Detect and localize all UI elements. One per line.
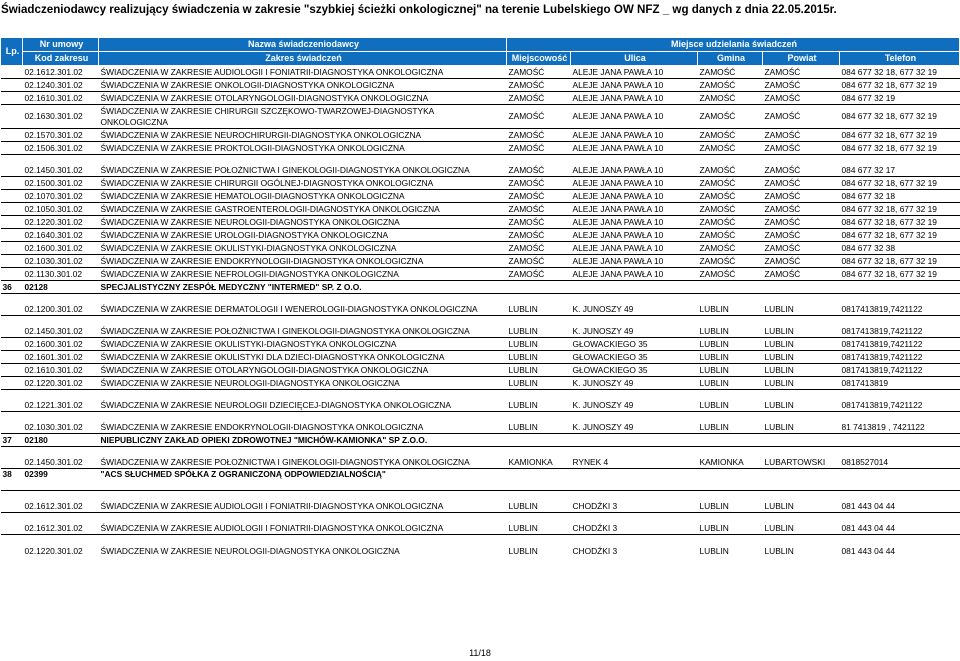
table-row bbox=[1, 79, 960, 92]
row-code: 02.1610.301.02 bbox=[23, 364, 99, 377]
table-row bbox=[1, 390, 960, 412]
row-telefon: 084 677 32 18, 677 32 19 bbox=[840, 105, 960, 129]
header-row-sub bbox=[1, 52, 960, 66]
row-telefon: 0818527014 bbox=[840, 447, 960, 469]
row-telefon: 0817413819,7421122 bbox=[840, 351, 960, 364]
row-miejscowosc: ZAMOŚĆ bbox=[507, 268, 571, 281]
row-name bbox=[99, 105, 507, 129]
table-row bbox=[1, 155, 960, 177]
header-row-top bbox=[1, 38, 960, 52]
row-gmina: LUBLIN bbox=[698, 351, 763, 364]
row-telefon: 081 443 04 44 bbox=[840, 491, 960, 513]
row-miejscowosc: ZAMOŚĆ bbox=[507, 203, 571, 216]
row-miejscowosc: LUBLIN bbox=[507, 513, 571, 535]
row-powiat: LUBLIN bbox=[763, 412, 840, 434]
table-row bbox=[1, 229, 960, 242]
row-telefon: 084 677 32 18, 677 32 19 bbox=[840, 255, 960, 268]
row-gmina: ZAMOŚĆ bbox=[698, 229, 763, 242]
row-telefon: 0817413819,7421122 bbox=[840, 364, 960, 377]
table-row bbox=[1, 535, 960, 557]
row-lp bbox=[1, 229, 23, 242]
row-gmina: LUBLIN bbox=[698, 364, 763, 377]
row-ulica: CHODŹKI 3 bbox=[571, 491, 698, 513]
row-lp bbox=[1, 255, 23, 268]
row-name: ŚWIADCZENIA W ZAKRESIE POŁOŻNICTWA I GINEKOLOGII-DIAGNOSTYKA ONKOLOGICZNA bbox=[99, 447, 507, 469]
table-row bbox=[1, 351, 960, 364]
row-gmina: ZAMOŚĆ bbox=[698, 203, 763, 216]
row-ulica: K. JUNOSZY 49 bbox=[571, 294, 698, 316]
row-miejscowosc: ZAMOŚĆ bbox=[507, 190, 571, 203]
row-ulica: ALEJE JANA PAWŁA 10 bbox=[571, 92, 698, 105]
provider-code: 02399 bbox=[23, 469, 99, 491]
row-gmina: ZAMOŚĆ bbox=[698, 155, 763, 177]
providers-table bbox=[0, 37, 960, 557]
row-telefon: 084 677 32 18, 677 32 19 bbox=[840, 216, 960, 229]
row-powiat: ZAMOŚĆ bbox=[763, 229, 840, 242]
row-ulica: GŁOWACKIEGO 35 bbox=[571, 351, 698, 364]
row-name: ŚWIADCZENIA W ZAKRESIE POŁOŻNICTWA I GINEKOLOGII-DIAGNOSTYKA ONKOLOGICZNA bbox=[99, 155, 507, 177]
row-name: ŚWIADCZENIA W ZAKRESIE NEUROLOGII-DIAGNOSTYKA ONKOLOGICZNA bbox=[99, 377, 507, 390]
row-gmina: LUBLIN bbox=[698, 491, 763, 513]
row-lp bbox=[1, 491, 23, 513]
header-telefon: Telefon bbox=[840, 52, 960, 66]
row-powiat: ZAMOŚĆ bbox=[763, 203, 840, 216]
row-name: ŚWIADCZENIA W ZAKRESIE ENDOKRYNOLOGII-DIAGNOSTYKA ONKOLOGICZNA bbox=[99, 255, 507, 268]
row-telefon: 084 677 32 18, 677 32 19 bbox=[840, 229, 960, 242]
row-miejscowosc: ZAMOŚĆ bbox=[507, 129, 571, 142]
provider-code: 02128 bbox=[23, 281, 99, 294]
row-ulica: K. JUNOSZY 49 bbox=[571, 377, 698, 390]
row-name: ŚWIADCZENIA W ZAKRESIE ENDOKRYNOLOGII-DIAGNOSTYKA ONKOLOGICZNA bbox=[99, 412, 507, 434]
row-gmina: ZAMOŚĆ bbox=[698, 129, 763, 142]
row-code: 02.1050.301.02 bbox=[23, 203, 99, 216]
table-row bbox=[1, 92, 960, 105]
row-powiat: LUBLIN bbox=[763, 390, 840, 412]
row-gmina: LUBLIN bbox=[698, 513, 763, 535]
row-code: 02.1070.301.02 bbox=[23, 190, 99, 203]
row-ulica: ALEJE JANA PAWŁA 10 bbox=[571, 79, 698, 92]
row-miejscowosc: ZAMOŚĆ bbox=[507, 177, 571, 190]
provider-row bbox=[1, 434, 960, 447]
provider-row bbox=[1, 469, 960, 491]
row-lp bbox=[1, 364, 23, 377]
table-row bbox=[1, 316, 960, 338]
provider-name: SPECJALISTYCZNY ZESPÓŁ MEDYCZNY "INTERMED" SP. Z O.O. bbox=[99, 281, 960, 294]
row-powiat: LUBLIN bbox=[763, 351, 840, 364]
table-row bbox=[1, 294, 960, 316]
row-ulica: ALEJE JANA PAWŁA 10 bbox=[571, 229, 698, 242]
row-name: ŚWIADCZENIA W ZAKRESIE NEUROLOGII-DIAGNOSTYKA ONKOLOGICZNA bbox=[100, 545, 400, 556]
provider-lp: 38 bbox=[1, 469, 23, 491]
row-ulica: K. JUNOSZY 49 bbox=[571, 316, 698, 338]
table-row bbox=[1, 216, 960, 229]
row-code: 02.1200.301.02 bbox=[23, 294, 99, 316]
row-telefon: 084 677 32 18, 677 32 19 bbox=[840, 129, 960, 142]
row-miejscowosc: ZAMOŚĆ bbox=[507, 79, 571, 92]
row-lp bbox=[1, 142, 23, 155]
row-lp bbox=[1, 155, 23, 177]
row-miejscowosc: ZAMOŚĆ bbox=[507, 142, 571, 155]
row-lp bbox=[1, 129, 23, 142]
row-name: ŚWIADCZENIA W ZAKRESIE OKULISTYKI DLA DZIECI-DIAGNOSTYKA ONKOLOGICZNA bbox=[99, 351, 507, 364]
row-miejscowosc: LUBLIN bbox=[507, 491, 571, 513]
row-miejscowosc: ZAMOŚĆ bbox=[507, 66, 571, 79]
row-powiat: ZAMOŚĆ bbox=[763, 66, 840, 79]
table-row bbox=[1, 242, 960, 255]
row-name: ŚWIADCZENIA W ZAKRESIE NEUROLOGII DZIECIĘCEJ-DIAGNOSTYKA ONKOLOGICZNA bbox=[99, 390, 507, 412]
header-nr-umowy: Nr umowy bbox=[23, 38, 99, 52]
row-ulica: ALEJE JANA PAWŁA 10 bbox=[571, 268, 698, 281]
row-code: 02.1030.301.02 bbox=[23, 255, 99, 268]
row-lp bbox=[1, 216, 23, 229]
row-telefon: 084 677 32 18, 677 32 19 bbox=[840, 203, 960, 216]
row-lp bbox=[1, 66, 23, 79]
row-telefon: 084 677 32 38 bbox=[840, 242, 960, 255]
row-code: 02.1220.301.02 bbox=[23, 216, 99, 229]
row-powiat: ZAMOŚĆ bbox=[763, 268, 840, 281]
table-row bbox=[1, 412, 960, 434]
row-ulica: ALEJE JANA PAWŁA 10 bbox=[571, 66, 698, 79]
row-lp bbox=[1, 447, 23, 469]
row-code: 02.1601.301.02 bbox=[23, 351, 99, 364]
table-row bbox=[1, 513, 960, 535]
row-lp bbox=[1, 390, 23, 412]
provider-row bbox=[1, 281, 960, 294]
header-nazwa: Nazwa świadczeniodawcy bbox=[99, 38, 507, 52]
header-ulica: Ulica bbox=[571, 52, 698, 66]
table-body bbox=[1, 66, 960, 557]
row-code: 02.1220.301.02 bbox=[23, 377, 99, 390]
row-code: 02.1506.301.02 bbox=[23, 142, 99, 155]
row-gmina: LUBLIN bbox=[698, 377, 763, 390]
row-lp bbox=[1, 513, 23, 535]
row-name: ŚWIADCZENIA W ZAKRESIE POŁOŻNICTWA I GINEKOLOGII-DIAGNOSTYKA ONKOLOGICZNA bbox=[99, 316, 507, 338]
row-miejscowosc: ZAMOŚĆ bbox=[507, 105, 571, 129]
row-gmina: LUBLIN bbox=[698, 316, 763, 338]
row-miejscowosc: ZAMOŚĆ bbox=[507, 255, 571, 268]
row-lp bbox=[1, 92, 23, 105]
header-miejscowosc: Miejscowość bbox=[507, 52, 571, 66]
row-lp bbox=[1, 242, 23, 255]
row-miejscowosc: LUBLIN bbox=[507, 412, 571, 434]
table-row bbox=[1, 66, 960, 79]
row-powiat: LUBLIN bbox=[763, 491, 840, 513]
header-zakres: Zakres świadczeń bbox=[99, 52, 507, 66]
row-telefon: 081 443 04 44 bbox=[840, 513, 960, 535]
row-name: ŚWIADCZENIA W ZAKRESIE OKULISTYKI-DIAGNOSTYKA ONKOLOGICZNA bbox=[99, 242, 507, 255]
row-gmina: ZAMOŚĆ bbox=[698, 242, 763, 255]
row-powiat: ZAMOŚĆ bbox=[763, 177, 840, 190]
row-ulica: GŁOWACKIEGO 35 bbox=[571, 364, 698, 377]
row-powiat: LUBLIN bbox=[763, 513, 840, 535]
row-powiat: LUBARTOWSKI bbox=[763, 447, 840, 469]
table-row bbox=[1, 177, 960, 190]
row-code: 02.1630.301.02 bbox=[23, 105, 99, 129]
row-telefon: 084 677 32 17 bbox=[840, 155, 960, 177]
table-row bbox=[1, 190, 960, 203]
row-powiat: ZAMOŚĆ bbox=[763, 242, 840, 255]
row-ulica: K. JUNOSZY 49 bbox=[571, 412, 698, 434]
row-ulica: ALEJE JANA PAWŁA 10 bbox=[571, 203, 698, 216]
row-code: 02.1450.301.02 bbox=[23, 447, 99, 469]
row-powiat: LUBLIN bbox=[764, 545, 794, 556]
row-powiat: ZAMOŚĆ bbox=[763, 142, 840, 155]
row-powiat: ZAMOŚĆ bbox=[763, 129, 840, 142]
header-gmina: Gmina bbox=[698, 52, 763, 66]
row-powiat: ZAMOŚĆ bbox=[763, 255, 840, 268]
table-row bbox=[1, 129, 960, 142]
row-gmina: ZAMOŚĆ bbox=[698, 255, 763, 268]
row-name: ŚWIADCZENIA W ZAKRESIE OTOLARYNGOLOGII-DIAGNOSTYKA ONKOLOGICZNA bbox=[99, 92, 507, 105]
row-gmina: ZAMOŚĆ bbox=[698, 66, 763, 79]
table-row bbox=[1, 364, 960, 377]
row-miejscowosc: LUBLIN bbox=[507, 377, 571, 390]
row-ulica: ALEJE JANA PAWŁA 10 bbox=[571, 105, 698, 129]
row-code: 02.1612.301.02 bbox=[23, 491, 99, 513]
row-name: ŚWIADCZENIA W ZAKRESIE ONKOLOGII-DIAGNOSTYKA ONKOLOGICZNA bbox=[99, 79, 507, 92]
row-name: ŚWIADCZENIA W ZAKRESIE OTOLARYNGOLOGII-DIAGNOSTYKA ONKOLOGICZNA bbox=[99, 364, 507, 377]
table-row bbox=[1, 268, 960, 281]
row-telefon: 0817413819 bbox=[840, 377, 960, 390]
row-code: 02.1600.301.02 bbox=[23, 242, 99, 255]
row-ulica: CHODŹKI 3 bbox=[572, 545, 618, 556]
row-gmina: ZAMOŚĆ bbox=[698, 92, 763, 105]
row-ulica: ALEJE JANA PAWŁA 10 bbox=[571, 255, 698, 268]
row-telefon: 0817413819,7421122 bbox=[840, 390, 960, 412]
table-row bbox=[1, 142, 960, 155]
row-lp bbox=[1, 79, 23, 92]
row-powiat: ZAMOŚĆ bbox=[763, 190, 840, 203]
row-code: 02.1450.301.02 bbox=[23, 155, 99, 177]
row-telefon: 0817413819,7421122 bbox=[840, 338, 960, 351]
row-miejscowosc: ZAMOŚĆ bbox=[507, 155, 571, 177]
provider-name: "ACS SŁUCHMED SPÓŁKA Z OGRANICZONĄ ODPOWIEDZIALNOŚCIĄ" bbox=[99, 469, 960, 491]
row-name-line1: ŚWIADCZENIA W ZAKRESIE CHIRURGII SZCZĘKOWO-TWARZOWEJ-DIAGNOSTYKA bbox=[100, 105, 435, 116]
table-row bbox=[1, 105, 960, 129]
row-lp bbox=[1, 316, 23, 338]
row-miejscowosc: ZAMOŚĆ bbox=[507, 242, 571, 255]
table-row bbox=[1, 377, 960, 390]
row-name: ŚWIADCZENIA W ZAKRESIE NEUROLOGII-DIAGNOSTYKA ONKOLOGICZNA bbox=[99, 216, 507, 229]
row-code: 02.1500.301.02 bbox=[23, 177, 99, 190]
row-miejscowosc: KAMIONKA bbox=[507, 447, 571, 469]
header-kod-zakresu: Kod zakresu bbox=[23, 52, 99, 66]
row-powiat: LUBLIN bbox=[763, 377, 840, 390]
row-powiat: LUBLIN bbox=[763, 338, 840, 351]
row-ulica: ALEJE JANA PAWŁA 10 bbox=[571, 155, 698, 177]
row-powiat: ZAMOŚĆ bbox=[763, 105, 840, 129]
row-lp bbox=[1, 268, 23, 281]
row-ulica: CHODŹKI 3 bbox=[571, 513, 698, 535]
row-miejscowosc: LUBLIN bbox=[507, 351, 571, 364]
row-gmina: ZAMOŚĆ bbox=[698, 142, 763, 155]
row-gmina: LUBLIN bbox=[698, 294, 763, 316]
row-powiat: LUBLIN bbox=[763, 364, 840, 377]
row-name-line2: ONKOLOGICZNA bbox=[100, 116, 168, 127]
row-ulica: K. JUNOSZY 49 bbox=[571, 390, 698, 412]
row-name: ŚWIADCZENIA W ZAKRESIE NEFROLOGII-DIAGNOSTYKA ONKOLOGICZNA bbox=[99, 268, 507, 281]
row-code: 02.1612.301.02 bbox=[23, 66, 99, 79]
row-telefon: 084 677 32 19 bbox=[840, 92, 960, 105]
row-miejscowosc: LUBLIN bbox=[507, 316, 571, 338]
row-powiat: LUBLIN bbox=[763, 316, 840, 338]
row-ulica: ALEJE JANA PAWŁA 10 bbox=[571, 190, 698, 203]
row-miejscowosc: ZAMOŚĆ bbox=[507, 229, 571, 242]
row-miejscowosc: LUBLIN bbox=[507, 338, 571, 351]
row-name: ŚWIADCZENIA W ZAKRESIE AUDIOLOGII I FONIATRII-DIAGNOSTYKA ONKOLOGICZNA bbox=[99, 66, 507, 79]
row-code: 02.1570.301.02 bbox=[23, 129, 99, 142]
row-ulica: ALEJE JANA PAWŁA 10 bbox=[571, 216, 698, 229]
row-code: 02.1240.301.02 bbox=[23, 79, 99, 92]
row-lp bbox=[1, 535, 23, 557]
row-telefon: 81 7413819 , 7421122 bbox=[840, 412, 960, 434]
row-ulica: ALEJE JANA PAWŁA 10 bbox=[571, 177, 698, 190]
row-powiat: ZAMOŚĆ bbox=[763, 92, 840, 105]
row-gmina: LUBLIN bbox=[698, 338, 763, 351]
row-telefon: 081 443 04 44 bbox=[841, 545, 896, 556]
row-miejscowosc: ZAMOŚĆ bbox=[507, 92, 571, 105]
header-miejsce: Miejsce udzielania świadczeń bbox=[507, 38, 960, 52]
row-code: 02.1450.301.02 bbox=[23, 316, 99, 338]
row-gmina: KAMIONKA bbox=[698, 447, 763, 469]
provider-code: 02180 bbox=[23, 434, 99, 447]
row-code: 02.1640.301.02 bbox=[23, 229, 99, 242]
row-telefon: 084 677 32 18, 677 32 19 bbox=[840, 66, 960, 79]
table-row bbox=[1, 491, 960, 513]
row-name: ŚWIADCZENIA W ZAKRESIE AUDIOLOGII I FONIATRII-DIAGNOSTYKA ONKOLOGICZNA bbox=[99, 491, 507, 513]
row-miejscowosc: ZAMOŚĆ bbox=[507, 216, 571, 229]
table-row bbox=[1, 203, 960, 216]
row-lp bbox=[1, 377, 23, 390]
row-lp bbox=[1, 177, 23, 190]
row-name: ŚWIADCZENIA W ZAKRESIE AUDIOLOGII I FONIATRII-DIAGNOSTYKA ONKOLOGICZNA bbox=[99, 513, 507, 535]
row-name: ŚWIADCZENIA W ZAKRESIE NEUROCHIRURGII-DIAGNOSTYKA ONKOLOGICZNA bbox=[99, 129, 507, 142]
row-gmina: ZAMOŚĆ bbox=[698, 268, 763, 281]
row-gmina: ZAMOŚĆ bbox=[698, 190, 763, 203]
row-name: ŚWIADCZENIA W ZAKRESIE GASTROENTEROLOGII-DIAGNOSTYKA ONKOLOGICZNA bbox=[99, 203, 507, 216]
provider-lp: 36 bbox=[1, 281, 23, 294]
row-name: ŚWIADCZENIA W ZAKRESIE OKULISTYKI-DIAGNOSTYKA ONKOLOGICZNA bbox=[99, 338, 507, 351]
row-name: ŚWIADCZENIA W ZAKRESIE DERMATOLOGII I WENEROLOGII-DIAGNOSTYKA ONKOLOGICZNA bbox=[99, 294, 507, 316]
row-gmina: LUBLIN bbox=[699, 545, 729, 556]
row-miejscowosc: LUBLIN bbox=[507, 294, 571, 316]
row-powiat: ZAMOŚĆ bbox=[763, 216, 840, 229]
row-telefon: 084 677 32 18, 677 32 19 bbox=[840, 79, 960, 92]
row-code: 02.1220.301.02 bbox=[24, 545, 83, 556]
table-row bbox=[1, 338, 960, 351]
row-telefon: 0817413819,7421122 bbox=[840, 294, 960, 316]
row-code: 02.1030.301.02 bbox=[23, 412, 99, 434]
row-telefon: 084 677 32 18, 677 32 19 bbox=[840, 268, 960, 281]
provider-lp: 37 bbox=[1, 434, 23, 447]
row-code: 02.1600.301.02 bbox=[23, 338, 99, 351]
header-powiat: Powiat bbox=[763, 52, 840, 66]
row-lp bbox=[1, 351, 23, 364]
row-lp bbox=[1, 190, 23, 203]
row-ulica: ALEJE JANA PAWŁA 10 bbox=[571, 142, 698, 155]
row-code: 02.1612.301.02 bbox=[23, 513, 99, 535]
row-lp bbox=[1, 412, 23, 434]
row-lp bbox=[1, 338, 23, 351]
row-gmina: ZAMOŚĆ bbox=[698, 105, 763, 129]
row-gmina: LUBLIN bbox=[698, 412, 763, 434]
table-row bbox=[1, 447, 960, 469]
row-gmina: ZAMOŚĆ bbox=[698, 177, 763, 190]
row-ulica: ALEJE JANA PAWŁA 10 bbox=[571, 242, 698, 255]
document-title: Świadczeniodawcy realizujący świadczenia w zakresie "szybkiej ścieżki onkologicznej" na terenie Lubelskiego OW NFZ _ wg danych z dnia 22.05.2015r. bbox=[1, 3, 837, 16]
row-powiat: ZAMOŚĆ bbox=[763, 79, 840, 92]
row-powiat: LUBLIN bbox=[763, 294, 840, 316]
row-name: ŚWIADCZENIA W ZAKRESIE PROKTOLOGII-DIAGNOSTYKA ONKOLOGICZNA bbox=[99, 142, 507, 155]
row-ulica: ALEJE JANA PAWŁA 10 bbox=[571, 129, 698, 142]
row-powiat: ZAMOŚĆ bbox=[763, 155, 840, 177]
row-gmina: LUBLIN bbox=[698, 390, 763, 412]
row-telefon: 084 677 32 18 bbox=[840, 190, 960, 203]
row-miejscowosc: LUBLIN bbox=[507, 364, 571, 377]
row-ulica: RYNEK 4 bbox=[571, 447, 698, 469]
row-name: ŚWIADCZENIA W ZAKRESIE UROLOGII-DIAGNOSTYKA ONKOLOGICZNA bbox=[99, 229, 507, 242]
header-lp: Lp. bbox=[1, 38, 23, 66]
row-gmina: ZAMOŚĆ bbox=[698, 216, 763, 229]
row-code: 02.1130.301.02 bbox=[23, 268, 99, 281]
row-telefon: 0817413819,7421122 bbox=[840, 316, 960, 338]
row-miejscowosc: LUBLIN bbox=[507, 390, 571, 412]
row-code: 02.1221.301.02 bbox=[23, 390, 99, 412]
row-gmina: ZAMOŚĆ bbox=[698, 79, 763, 92]
provider-name: NIEPUBLICZNY ZAKŁAD OPIEKI ZDROWOTNEJ "MICHÓW-KAMIONKA" SP Z.O.O. bbox=[99, 434, 960, 447]
row-miejscowosc: LUBLIN bbox=[508, 545, 538, 556]
row-lp bbox=[1, 203, 23, 216]
row-lp bbox=[1, 294, 23, 316]
table-row bbox=[1, 255, 960, 268]
row-ulica: GŁOWACKIEGO 35 bbox=[571, 338, 698, 351]
row-name: ŚWIADCZENIA W ZAKRESIE CHIRURGII OGÓLNEJ-DIAGNOSTYKA ONKOLOGICZNA bbox=[99, 177, 507, 190]
row-name: ŚWIADCZENIA W ZAKRESIE HEMATOLOGII-DIAGNOSTYKA ONKOLOGICZNA bbox=[99, 190, 507, 203]
row-code: 02.1610.301.02 bbox=[23, 92, 99, 105]
row-telefon: 084 677 32 18, 677 32 19 bbox=[840, 142, 960, 155]
row-lp bbox=[1, 105, 23, 129]
page-number: 11/18 bbox=[469, 648, 491, 658]
row-telefon: 084 677 32 18, 677 32 19 bbox=[840, 177, 960, 190]
